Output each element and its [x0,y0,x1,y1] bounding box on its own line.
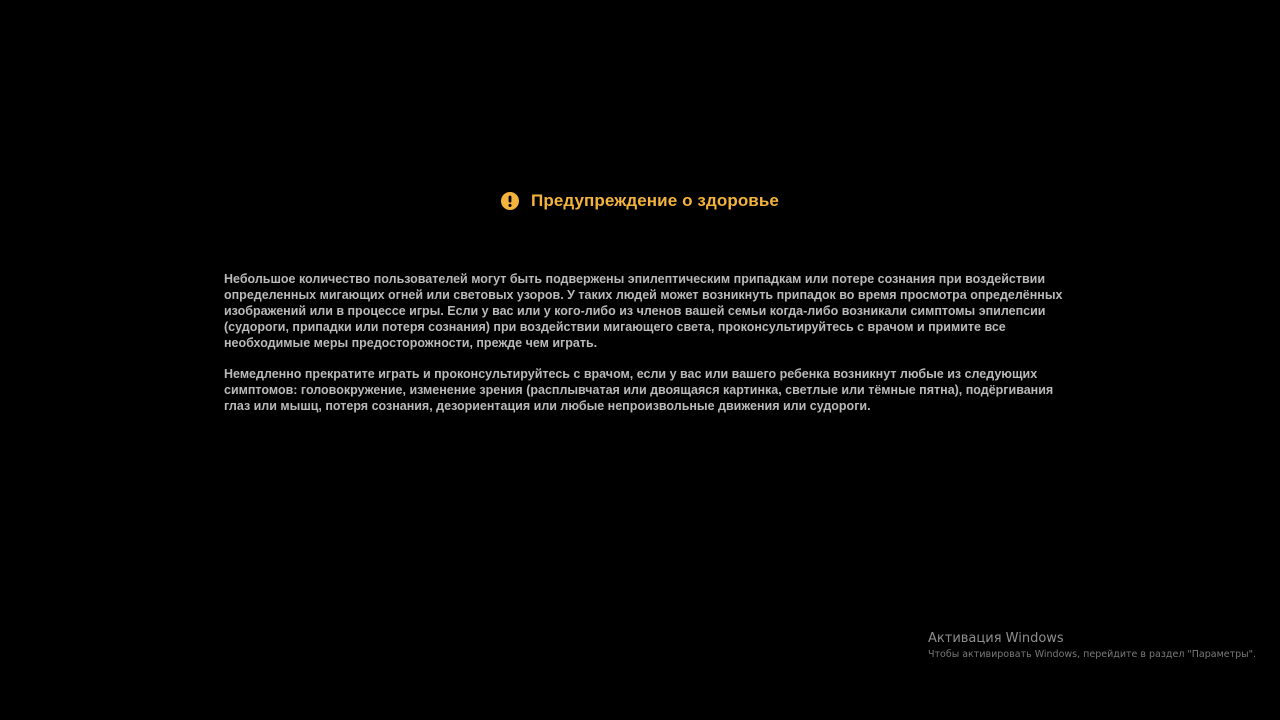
exclamation-circle-icon [501,192,519,210]
health-warning-body [224,272,1064,431]
warning-paragraph-1: Небольшое количество пользователей могут быть подвержены эпилептическим припадкам или потере сознания при воздействии определенных мигающих огней или световых узоров. У таких людей может возникнуть припадок во время просмотра определённых изображений или в процессе игры. Если у вас или у кого-либо из членов вашей семьи когда-либо возникали симптомы эпилепсии (судороги, припадки или потеря сознания) при воздействии мигающего света, проконсультируйтесь с врачом и примите все необходимые меры предосторожности, прежде чем играть. [224,272,1063,350]
health-warning-title: Предупреждение о здоровье [531,191,779,210]
warning-paragraph-2: Немедленно прекратите играть и проконсультируйтесь с врачом, если у вас или вашего ребенка возникнут любые из следующих симптомов: головокружение, изменение зрения (расплывчатая или двоящаяся картинка, светлые или тёмные пятна), подёргивания глаз или мышц, потеря сознания, дезориентация или любые непроизвольные движения или судороги. [224,367,1054,414]
activation-title: Активация Windows [928,631,1064,646]
activation-subtitle: Чтобы активировать Windows, перейдите в раздел "Параметры". [928,649,1257,660]
windows-activation-watermark [928,630,1268,661]
health-warning-header [0,188,1280,214]
